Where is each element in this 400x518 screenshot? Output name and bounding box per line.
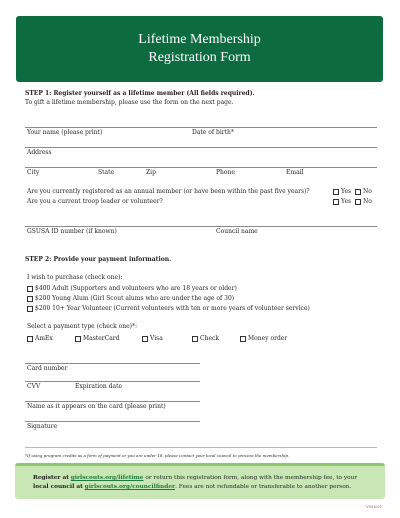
gsusa-field-line[interactable] [25,226,377,227]
step1-subtitle: To gift a lifetime membership, please use the form on the next page. [25,99,234,106]
form-code: V051021 [366,505,382,509]
name-label: Your name (please print) [27,129,103,136]
dob-label: Date of birth* [192,129,234,136]
q1-no[interactable]: No [355,188,372,196]
email-label: Email [286,169,304,176]
payment-visa[interactable]: Visa [142,335,163,343]
expiration-label: Expiration date [75,383,123,390]
checkbox-icon [27,296,33,302]
name-on-card-line[interactable] [25,401,200,402]
checkbox-icon [240,336,246,342]
council-label: Council name [216,228,258,235]
city-field-line[interactable] [25,167,377,168]
purchase-option-adult[interactable]: $400 Adult (Supporters and volunteers who are 18 years or older) [27,285,237,293]
register-callout [15,463,385,499]
form-title-line1: Lifetime Membership [138,32,261,47]
address-field-line[interactable] [25,147,377,148]
step2-title: STEP 2: Provide your payment information. [25,256,172,263]
address-label: Address [27,149,52,156]
question-troop-leader: Are you a current troop leader or volunteer? [27,198,163,205]
phone-label: Phone [216,169,235,176]
payment-check[interactable]: Check [192,335,219,343]
signature-line[interactable] [25,421,200,422]
payment-amex[interactable]: AmEx [27,335,53,343]
name-field-line[interactable] [25,127,377,128]
state-label: State [98,169,115,176]
checkbox-icon [192,336,198,342]
q2-no[interactable]: No [355,198,372,206]
callout-local-council: local council at [33,484,83,490]
payment-mastercard[interactable]: MasterCard [75,335,120,343]
cvv-label: CVV [27,383,41,390]
form-title-line2: Registration Form [148,50,251,65]
checkbox-icon [27,336,33,342]
card-number-line[interactable] [25,363,200,364]
purchase-option-young-alum[interactable]: $200 Young Alum (Girl Scout alums who are under the age of 30) [27,295,234,303]
checkbox-icon [27,306,33,312]
form-header [16,16,383,82]
gsusa-label: GSUSA ID number (if known) [27,228,117,235]
city-label: City [27,169,40,176]
checkbox-icon [355,199,361,205]
q1-yes[interactable]: Yes [333,188,351,196]
step1-title: STEP 1: Register yourself as a lifetime member (All fields required). [25,90,255,97]
purchase-label: I wish to purchase (check one): [27,274,123,281]
checkbox-icon [27,286,33,292]
callout-end-text: . Fees are not refundable or transferable to another person. [175,484,352,490]
checkbox-icon [355,189,361,195]
cvv-line[interactable] [25,381,200,382]
payment-money-order[interactable]: Money order [240,335,287,343]
question-annual-member: Are you currently registered as an annual member (or have been within the past five years)? [27,188,310,195]
signature-label: Signature [27,423,58,430]
footnote: *If using program credits as a form of payment or you are under 18, please contact your local council to process the membership. [25,453,290,458]
councilfinder-link[interactable]: girlscouts.org/councilfinder [84,484,176,490]
lifetime-link[interactable]: girlscouts.org/lifetime [70,475,144,481]
checkbox-icon [333,199,339,205]
card-number-label: Card number [27,365,68,372]
callout-middle-text: or return this registration form, along with the membership fee, to your [145,475,358,481]
name-on-card-label: Name as it appears on the card (please print) [27,403,166,410]
checkbox-icon [75,336,81,342]
checkbox-icon [142,336,148,342]
divider [25,447,377,448]
zip-label: Zip [146,169,156,176]
purchase-option-volunteer[interactable]: $200 10+ Year Volunteer (Current volunteers with ten or more years of volunteer service) [27,305,310,313]
payment-label: Select a payment type (check one)*: [27,323,138,330]
callout-register-at: Register at [33,475,69,481]
checkbox-icon [333,189,339,195]
q2-yes[interactable]: Yes [333,198,351,206]
